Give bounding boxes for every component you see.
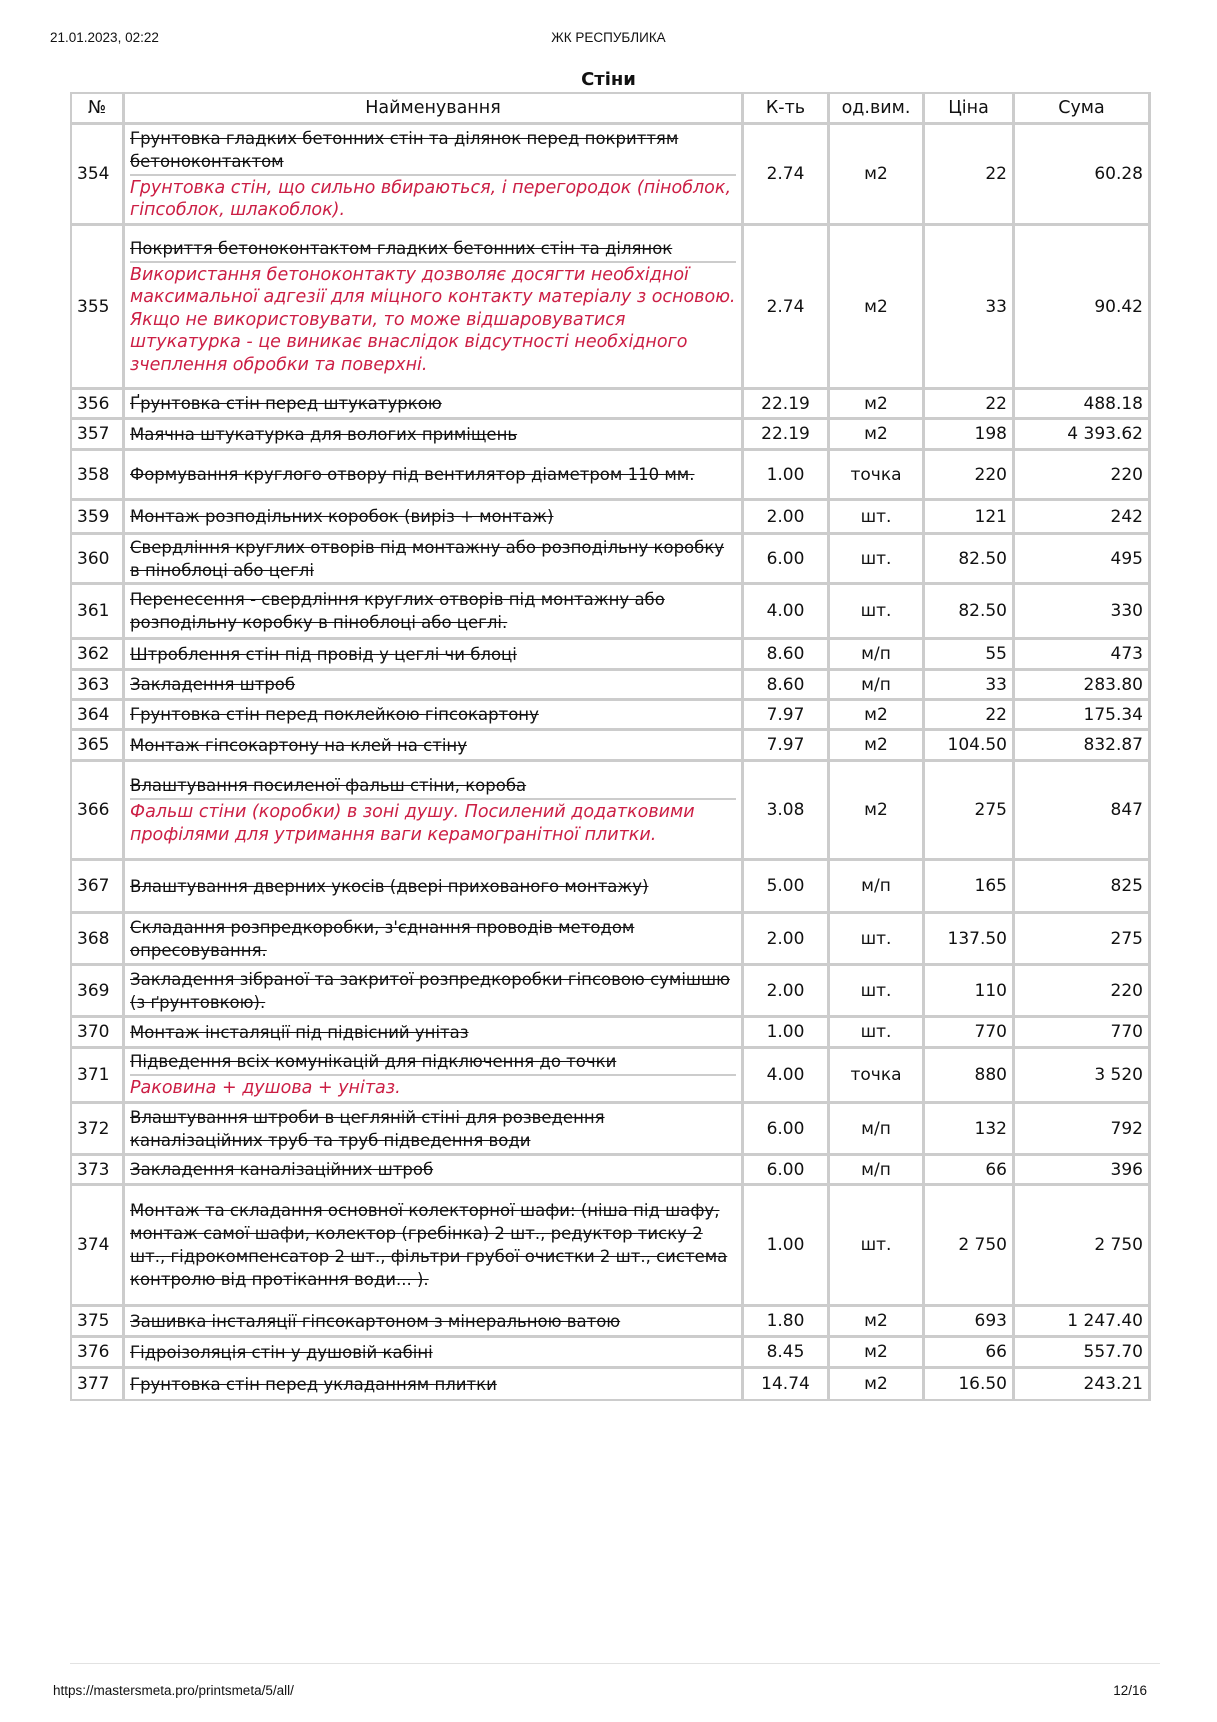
item-price: 132 xyxy=(925,1104,1015,1156)
item-sum: 283.80 xyxy=(1015,671,1148,701)
table-row xyxy=(72,640,1148,671)
item-price: 82.50 xyxy=(925,585,1015,640)
item-sum: 832.87 xyxy=(1015,731,1148,762)
item-price: 693 xyxy=(925,1307,1015,1338)
table-row xyxy=(72,861,1148,914)
table-row xyxy=(72,535,1148,585)
item-name: Перенесення - свердління круглих отворів під монтажну або розподільну коробку в піноблоці або цеглі. xyxy=(130,590,665,632)
item-quantity: 1.00 xyxy=(744,1186,830,1307)
item-sum: 847 xyxy=(1015,762,1148,861)
item-name-cell xyxy=(125,731,744,762)
item-price: 121 xyxy=(925,501,1015,535)
item-name-cell xyxy=(125,585,744,640)
item-quantity: 2.00 xyxy=(744,966,830,1018)
page-number: 12/16 xyxy=(1113,1683,1147,1698)
table-row xyxy=(72,762,1148,861)
item-number: 356 xyxy=(72,390,125,420)
item-number: 359 xyxy=(72,501,125,535)
item-quantity: 14.74 xyxy=(744,1369,830,1399)
column-header-number: № xyxy=(72,94,125,125)
item-sum: 2 750 xyxy=(1015,1186,1148,1307)
table-row xyxy=(72,966,1148,1018)
item-quantity: 7.97 xyxy=(744,701,830,731)
item-unit: м2 xyxy=(830,701,925,731)
item-name: Складання розпредкоробки, з'єднання проводів методом опресовування. xyxy=(130,917,635,960)
item-price: 2 750 xyxy=(925,1186,1015,1307)
item-unit: шт. xyxy=(830,1186,925,1307)
item-quantity: 6.00 xyxy=(744,535,830,585)
item-name-cell xyxy=(125,451,744,501)
document-title: ЖК РЕСПУБЛИКА xyxy=(551,30,666,45)
item-name-cell xyxy=(125,390,744,420)
item-price: 16.50 xyxy=(925,1369,1015,1399)
table-row xyxy=(72,914,1148,966)
item-name-cell xyxy=(125,1369,744,1399)
item-sum: 90.42 xyxy=(1015,226,1148,390)
footer-divider xyxy=(70,1663,1160,1664)
item-name: Монтаж інсталяції під підвісний унітаз xyxy=(130,1022,469,1042)
item-price: 110 xyxy=(925,966,1015,1018)
item-sum: 220 xyxy=(1015,966,1148,1018)
item-quantity: 2.00 xyxy=(744,914,830,966)
item-quantity: 1.00 xyxy=(744,1018,830,1049)
table-row xyxy=(72,1104,1148,1156)
item-price: 880 xyxy=(925,1049,1015,1104)
item-price: 165 xyxy=(925,861,1015,914)
item-name-cell xyxy=(125,966,744,1018)
item-quantity: 1.80 xyxy=(744,1307,830,1338)
item-quantity: 8.60 xyxy=(744,640,830,671)
item-quantity: 2.74 xyxy=(744,125,830,226)
item-name: Грунтовка стін перед поклейкою гіпсокартону xyxy=(130,705,539,724)
item-name: Закладення зібраної та закритої розпредкоробки гіпсовою сумішшю (з ґрунтовкою). xyxy=(130,969,731,1012)
item-note: Фальш стіни (коробки) в зоні душу. Посилений додатковими профілями для утримання ваги керамогранітної плитки. xyxy=(130,798,736,846)
item-name: Закладення штроб xyxy=(130,675,296,694)
item-note: Грунтовка стін, що сильно вбираються, і перегородок (піноблок, гіпсоблок, шлакоблок). xyxy=(130,174,736,222)
item-quantity: 7.97 xyxy=(744,731,830,762)
item-price: 22 xyxy=(925,701,1015,731)
item-number: 354 xyxy=(72,125,125,226)
item-number: 377 xyxy=(72,1369,125,1399)
item-unit: м2 xyxy=(830,420,925,451)
item-sum: 495 xyxy=(1015,535,1148,585)
item-price: 770 xyxy=(925,1018,1015,1049)
item-number: 367 xyxy=(72,861,125,914)
item-price: 22 xyxy=(925,125,1015,226)
table-row xyxy=(72,1156,1148,1186)
item-name: Ґрунтовка стін перед штукатуркою xyxy=(130,394,442,413)
table-row xyxy=(72,1307,1148,1338)
item-quantity: 6.00 xyxy=(744,1104,830,1156)
item-name: Монтаж розподільних коробок (виріз + монтаж) xyxy=(130,507,554,526)
item-sum: 220 xyxy=(1015,451,1148,501)
print-header xyxy=(0,30,1217,50)
item-price: 33 xyxy=(925,671,1015,701)
item-name-cell xyxy=(125,671,744,701)
item-unit: шт. xyxy=(830,914,925,966)
item-quantity: 4.00 xyxy=(744,1049,830,1104)
item-name: Монтаж гіпсокартону на клей на стіну xyxy=(130,735,467,755)
item-sum: 557.70 xyxy=(1015,1338,1148,1369)
item-number: 368 xyxy=(72,914,125,966)
item-name: Влаштування посиленої фальш стіни, короба xyxy=(130,776,527,795)
item-sum: 473 xyxy=(1015,640,1148,671)
item-price: 22 xyxy=(925,390,1015,420)
item-number: 365 xyxy=(72,731,125,762)
print-datetime: 21.01.2023, 02:22 xyxy=(50,30,159,45)
item-unit: точка xyxy=(830,451,925,501)
item-number: 374 xyxy=(72,1186,125,1307)
item-quantity: 8.60 xyxy=(744,671,830,701)
item-name: Зашивка інсталяції гіпсокартоном з мінеральною ватою xyxy=(130,1311,621,1331)
item-sum: 4 393.62 xyxy=(1015,420,1148,451)
column-header-unit: од.вим. xyxy=(830,94,925,125)
item-unit: шт. xyxy=(830,501,925,535)
item-name: Закладення каналізаційних штроб xyxy=(130,1160,434,1179)
item-number: 366 xyxy=(72,762,125,861)
item-number: 362 xyxy=(72,640,125,671)
item-sum: 3 520 xyxy=(1015,1049,1148,1104)
item-unit: м/п xyxy=(830,1104,925,1156)
table-row xyxy=(72,1338,1148,1369)
item-number: 372 xyxy=(72,1104,125,1156)
item-unit: м2 xyxy=(830,762,925,861)
item-number: 373 xyxy=(72,1156,125,1186)
table-row xyxy=(72,585,1148,640)
item-sum: 275 xyxy=(1015,914,1148,966)
item-number: 364 xyxy=(72,701,125,731)
item-name-cell xyxy=(125,1186,744,1307)
item-sum: 243.21 xyxy=(1083,1374,1143,1394)
item-quantity: 6.00 xyxy=(744,1156,830,1186)
item-name: Маячна штукатурка для вологих приміщень xyxy=(130,424,518,444)
item-quantity: 3.08 xyxy=(744,762,830,861)
item-name: Монтаж та складання основної колекторної шафи: (ніша під шафу, монтаж самої шафи, колектор (гребінка) 2 шт., редуктор тиску 2 шт., гідрокомпенсатор 2 шт., фільтри грубої очистки 2 шт., система контролю від протікання води... ). xyxy=(130,1201,728,1289)
item-unit: м2 xyxy=(830,125,925,226)
item-name-cell xyxy=(125,914,744,966)
table-row xyxy=(72,501,1148,535)
item-price: 198 xyxy=(925,420,1015,451)
table-row xyxy=(72,1018,1148,1049)
item-name: Влаштування дверних укосів (двері прихованого монтажу) xyxy=(130,876,649,896)
item-unit: м2 xyxy=(830,226,925,390)
item-sum: 770 xyxy=(1015,1018,1148,1049)
column-header-sum: Сума xyxy=(1015,94,1148,125)
table-row xyxy=(72,1049,1148,1104)
item-price: 275 xyxy=(925,762,1015,861)
item-sum: 792 xyxy=(1015,1104,1148,1156)
table-row xyxy=(72,125,1148,226)
footer-url: https://mastersmeta.pro/printsmeta/5/all/ xyxy=(53,1683,294,1698)
table-body xyxy=(72,125,1148,1399)
item-sum: 175.34 xyxy=(1015,701,1148,731)
item-unit: шт. xyxy=(830,585,925,640)
table-row xyxy=(72,731,1148,762)
item-number: 363 xyxy=(72,671,125,701)
item-unit: шт. xyxy=(830,1018,925,1049)
item-unit: м/п xyxy=(830,640,925,671)
item-number: 361 xyxy=(72,585,125,640)
item-number: 369 xyxy=(72,966,125,1018)
item-name-cell xyxy=(125,501,744,535)
item-unit: м/п xyxy=(830,1156,925,1186)
item-name-cell xyxy=(125,226,744,390)
table-row xyxy=(72,671,1148,701)
table-header-row xyxy=(72,94,1148,125)
item-price: 66 xyxy=(925,1156,1015,1186)
item-name: Грунтовка гладких бетонних стін та ділянок перед покриттям бетоноконтактом xyxy=(130,128,679,171)
section-title: Стіни xyxy=(581,69,636,90)
item-name: Грунтовка стін перед укладанням плитки xyxy=(130,1374,497,1394)
item-unit: шт. xyxy=(830,966,925,1018)
item-name-cell xyxy=(125,640,744,671)
item-name: Свердління круглих отворів під монтажну або розподільну коробку в піноблоці або цеглі xyxy=(130,537,725,580)
item-name: Покриття бетоноконтактом гладких бетонних стін та ділянок xyxy=(130,238,673,258)
table-row xyxy=(72,1369,1148,1399)
item-sum: 825 xyxy=(1015,861,1148,914)
item-name: Влаштування штроби в цегляній стіні для розведення каналізаційних труб та труб підведення води xyxy=(130,1107,605,1150)
item-price: 55 xyxy=(925,640,1015,671)
item-quantity: 5.00 xyxy=(744,861,830,914)
item-note: Використання бетоноконтакту дозволяє досягти необхідної максимальної адгезії для міцного контакту матеріалу з основою. Якщо не використовувати, то може відшаровуватися штукатурка - це виникає внаслідок відсутності необхідного зчеплення обробки та поверхні. xyxy=(130,261,736,377)
item-price: 104.50 xyxy=(925,731,1015,762)
table-row xyxy=(72,226,1148,390)
item-name-cell xyxy=(125,125,744,226)
item-sum: 488.18 xyxy=(1015,390,1148,420)
item-sum: 1 247.40 xyxy=(1015,1307,1148,1338)
item-sum: 242 xyxy=(1015,501,1148,535)
column-header-quantity: К-ть xyxy=(744,94,830,125)
item-name-cell xyxy=(125,1307,744,1338)
item-name-cell xyxy=(125,1104,744,1156)
item-sum: 330 xyxy=(1015,585,1148,640)
item-name-cell xyxy=(125,1156,744,1186)
item-name-cell xyxy=(125,535,744,585)
item-number: 355 xyxy=(72,226,125,390)
item-name: Формування круглого отвору під вентилятор діаметром 110 мм. xyxy=(130,465,695,484)
item-number: 358 xyxy=(72,451,125,501)
item-unit: шт. xyxy=(830,535,925,585)
item-unit: м/п xyxy=(830,861,925,914)
item-note: Раковина + душова + унітаз. xyxy=(130,1074,736,1100)
table-row xyxy=(72,701,1148,731)
item-quantity: 4.00 xyxy=(744,585,830,640)
item-name: Підведення всіх комунікацій для підключення до точки xyxy=(130,1052,617,1072)
item-unit: м2 xyxy=(830,1338,925,1369)
table-row xyxy=(72,390,1148,420)
item-name-cell xyxy=(125,861,744,914)
item-name-cell xyxy=(125,701,744,731)
item-name-cell xyxy=(125,1018,744,1049)
item-quantity: 22.19 xyxy=(744,390,830,420)
column-header-name: Найменування xyxy=(125,94,744,125)
item-unit: м2 xyxy=(830,1307,925,1338)
item-unit: м2 xyxy=(830,390,925,420)
item-quantity: 2.74 xyxy=(744,226,830,390)
item-unit: м/п xyxy=(830,671,925,701)
item-sum: 396 xyxy=(1015,1156,1148,1186)
item-quantity: 2.00 xyxy=(744,501,830,535)
item-number: 375 xyxy=(72,1307,125,1338)
item-name-cell xyxy=(125,420,744,451)
item-number: 357 xyxy=(72,420,125,451)
table-row xyxy=(72,1186,1148,1307)
item-unit: точка xyxy=(830,1049,925,1104)
table-row xyxy=(72,451,1148,501)
column-header-price: Ціна xyxy=(925,94,1015,125)
item-price: 220 xyxy=(925,451,1015,501)
item-number: 370 xyxy=(72,1018,125,1049)
table-row xyxy=(72,420,1148,451)
item-number: 360 xyxy=(72,535,125,585)
item-unit: м2 xyxy=(830,731,925,762)
item-sum: 60.28 xyxy=(1015,125,1148,226)
item-name: Штроблення стін під провід у цеглі чи блоці xyxy=(130,644,517,664)
item-price: 137.50 xyxy=(925,914,1015,966)
item-number: 371 xyxy=(72,1049,125,1104)
item-name-cell xyxy=(125,1049,744,1104)
item-price: 66 xyxy=(925,1338,1015,1369)
item-quantity: 8.45 xyxy=(744,1338,830,1369)
item-quantity: 22.19 xyxy=(744,420,830,451)
item-price: 33 xyxy=(925,226,1015,390)
item-number: 376 xyxy=(72,1338,125,1369)
item-quantity: 1.00 xyxy=(744,451,830,501)
estimate-table xyxy=(70,92,1151,1401)
item-name-cell xyxy=(125,762,744,861)
item-name-cell xyxy=(125,1338,744,1369)
item-unit: м2 xyxy=(830,1369,925,1399)
item-price: 82.50 xyxy=(925,535,1015,585)
item-name: Гідроізоляція стін у душовій кабіні xyxy=(130,1342,433,1362)
